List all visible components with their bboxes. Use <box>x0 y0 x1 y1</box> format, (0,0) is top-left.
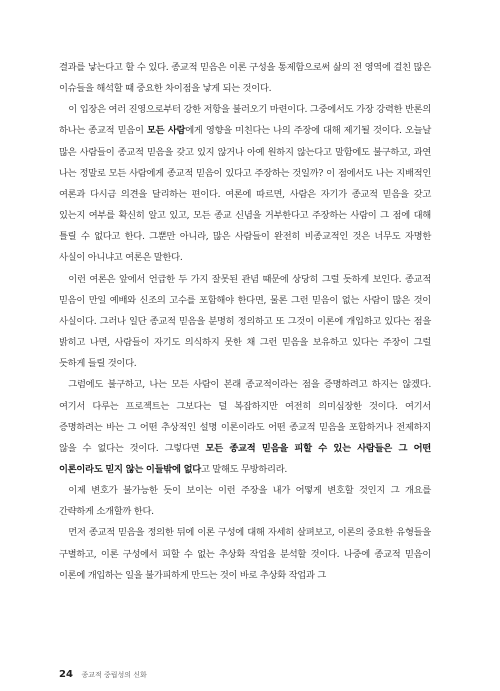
paragraph-text: 에게 영향을 미친다는 나의 주장에 대해 제기될 것이다. 오늘날 많은 사람들이 종교적 믿음을 갖고 있지 않거나 아예 원하지 않는다고 말함에도 불구하고, 과연 나는 정말로 모든 사람에게 종교적 믿음이 있다고 주장하는 것일까? 이 점에서도 나는 지배적인 여론과 다시금 의견을 달리하는 편이다. 여론에 따르면, 사람은 자기가 종교적 믿음을 갖고 있는지 여부를 확신히 알고 있고, 모든 종교 신념을 거부한다고 주장하는 사람이 그 점에 대해 틀릴 수 없다고 한다. 그뿐만 아니라, 많은 사람들이 완전히 비종교적인 것은 너무도 자명한 사실이 아니냐고 여론은 말한다. <box>59 125 431 264</box>
paragraph <box>59 480 431 522</box>
paragraph-text: 이제 변호가 불가능한 듯이 보이는 이런 주장을 내가 어떻게 변호할 것인지 그 개요를 간략하게 소개할까 한다. <box>59 485 431 518</box>
paragraph-text: 이런 여론은 앞에서 언급한 두 가지 잘못된 관념 때문에 상당히 그럴 듯하게 보인다. 종교적 믿음이 만일 예배와 신조의 고수를 포함해야 한다면, 물론 그런 믿음이 없는 사람이 많은 것이 사실이다. 그러나 일단 종교적 믿음을 분명히 정의하고 또 그것이 이론에 개입하고 있다는 점을 밝히고 나면, 사람들이 자기도 의식하지 못한 채 그런 믿음을 보유하고 있다는 주장이 그럴 듯하게 들릴 것이다. <box>59 273 431 370</box>
emphasized-text: 모든 종교적 믿음을 피할 수 있는 사람들은 그 어떤 이론이라도 믿지 않는 이들밖에 없다 <box>59 442 431 475</box>
paragraph-text: 결과를 낳는다고 할 수 있다. 종교적 믿음은 이론 구성을 통제함으로써 삶의 전 영역에 걸친 많은 이슈들을 해석할 때 중요한 차이점을 낳게 되는 것이다. <box>59 62 431 95</box>
paragraph <box>59 99 431 268</box>
paragraph-text: 이 입장은 여러 진영으로부터 강한 저항을 불러오기 마련이다. 그중에서도 가장 강력한 반론의 하나는 종교적 믿음이 <box>59 104 431 137</box>
paragraph-text: 먼저 종교적 믿음을 정의한 뒤에 이론 구성에 대해 자세히 살펴보고, 이론의 중요한 유형들을 구별하고, 이론 구성에서 피할 수 없는 추상화 작업을 분석할 것이다. 나중에 종교적 믿음이 이론에 개입하는 일을 불가피하게 만드는 것이 바로 추상화 작업과 그 <box>59 527 431 581</box>
paragraph-text: 고 말해도 무방하리라. <box>200 463 288 475</box>
body-text <box>59 57 431 586</box>
paragraph <box>59 57 431 99</box>
paragraph <box>59 374 431 480</box>
paragraph <box>59 269 431 375</box>
running-title: 종교적 중립성의 신화 <box>81 671 147 679</box>
page-footer <box>59 669 147 680</box>
paragraph-text: 그럼에도 불구하고, 나는 모든 사람이 본래 종교적이라는 점을 증명하려고 하지는 않겠다. 여기서 다루는 프로젝트는 그보다는 덜 복잡하지만 여전히 의미심장한 것이다. 여기서 증명하려는 바는 그 어떤 추상적인 설명 이론이라도 어떤 종교적 믿음을 포함하거나 전제하지 않을 수 없다는 것이다. 그렇다면 <box>59 379 431 454</box>
paragraph <box>59 522 431 585</box>
page-number: 24 <box>59 669 73 680</box>
emphasized-text: 모든 사람 <box>146 125 186 137</box>
